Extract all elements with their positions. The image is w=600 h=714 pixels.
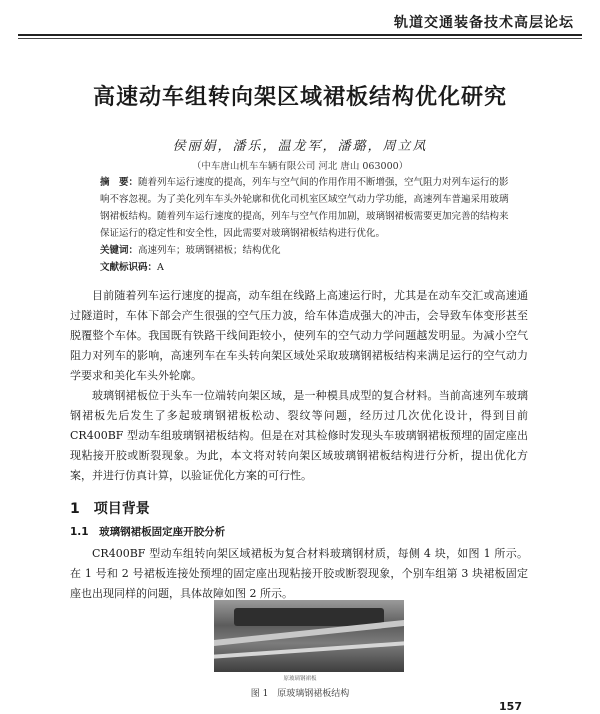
figure-inner-caption: 原玻璃钢裙板	[283, 676, 317, 682]
intro-body	[70, 286, 528, 486]
section-body	[70, 544, 528, 604]
keywords-label: 关键词：	[100, 245, 139, 256]
header-rule-thin	[18, 38, 582, 39]
intro-paragraph-1: 目前随着列车运行速度的提高，动车组在线路上高速运行时，尤其是在动车交汇或高速通过隧道时，车体下部会产生很强的空气压力波，给车体造成强大的冲击，会导致车体变形甚至脱覆整个车体。我国既有铁路干线间距较小，使列车的空气动力学问题越发明显。为减小空气阻力对列车的影响，高速列车在车头转向架区域处采取玻璃钢裙板结构来满足运行的空气动力学要求和美化车头外轮廓。	[70, 289, 528, 382]
doc-code-value: A	[157, 262, 164, 273]
page-number: 157	[499, 700, 522, 713]
abstract-text: 随着列车运行速度的提高，列车与空气间的作用作用不断增强，空气阻力对列车运行的影响不容忽视。为了美化列车车头外轮廓和优化司机室区域空气动力学功能，高速列车普遍采用玻璃钢裙板结构。随着列车运行速度的提高，列车与空气作用加剧，玻璃钢裙板需要更加完善的结构来保证运行的稳定性和安全性，因此需要对玻璃钢裙板结构进行优化。	[100, 177, 509, 239]
doc-code-label: 文献标识码：	[100, 262, 158, 273]
figure-caption: 图 1 原玻璃钢裙板结构	[250, 689, 350, 699]
intro-paragraph-2: 玻璃钢裙板位于头车一位端转向架区域，是一种模具成型的复合材料。当前高速列车玻璃钢裙板先后发生了多起玻璃钢裙板松动、裂纹等问题，经历过几次优化设计，得到目前 CR400BF 型动车组玻璃钢裙板结构。但是在对其检修时发现头车玻璃钢裙板预埋的固定座出现粘接开胶或断裂现象。为此，本文将对转向架区域玻璃钢裙板结构进行分析，提出优化方案，并进行仿真计算，以验证优化方案的可行性。	[70, 389, 528, 482]
figure-rail	[214, 641, 404, 658]
section-paragraph-1: CR400BF 型动车组转向架区域裙板为复合材料玻璃钢材质，每侧 4 块，如图 1 所示。在 1 号和 2 号裙板连接处预埋的固定座出现粘接开胶或断裂现象，个别车组第 3 块裙板固定座也出现同样的问题，具体故障如图 2 所示。	[70, 547, 528, 600]
keywords-line	[100, 242, 516, 259]
abstract-block	[100, 174, 516, 276]
journal-header-title: 轨道交通装备技术高层论坛	[394, 15, 574, 31]
figure-train-body	[234, 608, 384, 626]
abstract-label: 摘 要：	[100, 177, 139, 188]
keywords-text: 高速列车；玻璃钢裙板；结构优化	[138, 245, 281, 256]
section-heading: 1 项目背景	[70, 501, 150, 517]
doc-code-line	[100, 259, 516, 276]
subsection-heading: 1.1 玻璃钢裙板固定座开胶分析	[70, 526, 226, 538]
paper-affiliation: （中车唐山机车车辆有限公司 河北 唐山 063000）	[191, 161, 409, 172]
paper-title: 高速动车组转向架区域裙板结构优化研究	[92, 85, 507, 110]
header-rule	[18, 34, 582, 36]
abstract-paragraph	[100, 174, 516, 242]
figure-1-photo	[214, 600, 404, 672]
paper-authors: 侯丽娟，潘乐，温龙军，潘璐，周立凤	[172, 139, 428, 154]
